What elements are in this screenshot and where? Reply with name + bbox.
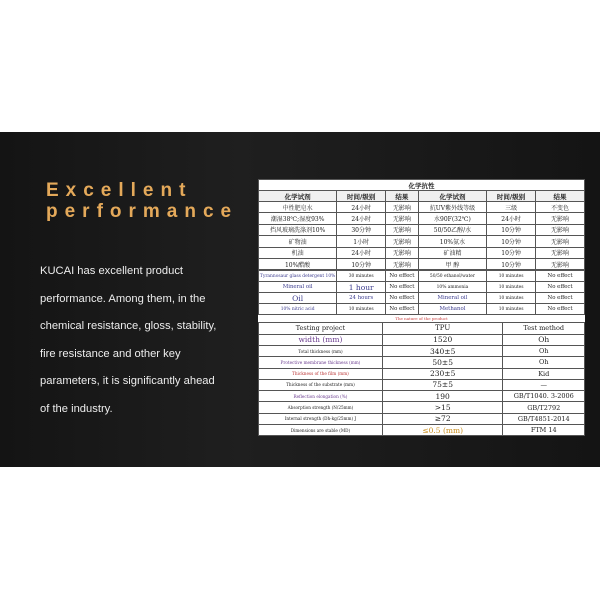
table-row <box>259 236 585 247</box>
table-cell: 无影响 <box>536 236 585 247</box>
column-header: 时间/级别 <box>487 191 536 202</box>
table-row <box>259 213 585 224</box>
table-row <box>259 368 585 379</box>
table-cell: 10%醋酸 <box>259 258 337 269</box>
table-cell: 甲 醇 <box>418 258 486 269</box>
table-cell: No effect <box>386 271 419 282</box>
table-cell: 无影响 <box>536 213 585 224</box>
table-cell: 50±5 <box>382 357 503 368</box>
table-title: 化学抗性 <box>259 180 585 191</box>
table-row <box>259 258 585 269</box>
table-cell: 24小时 <box>487 213 536 224</box>
table-row <box>259 334 585 345</box>
table-cell: 不变色 <box>536 202 585 213</box>
table-cell: 水90F(32℃) <box>418 213 486 224</box>
table-cell: 190 <box>382 391 503 402</box>
table-cell: 10分钟 <box>487 224 536 235</box>
table-cell: 340±5 <box>382 345 503 356</box>
column-header: 化学试剂 <box>418 191 486 202</box>
table-cell: 10分钟 <box>487 236 536 247</box>
table-cell: 无影响 <box>386 258 419 269</box>
table-cell: 30分钟 <box>337 224 386 235</box>
table-cell: 挡风玻璃洗涤剂10% <box>259 224 337 235</box>
table-cell: Internal strength (Dh-kg/25mm) J <box>259 413 383 424</box>
chemical-resistance-table <box>258 179 585 270</box>
table-cell: 10分钟 <box>337 258 386 269</box>
table-cell: 三级 <box>487 202 536 213</box>
description-line: fire resistance and other key <box>40 347 181 360</box>
table-cell: 10% nitric acid <box>259 304 337 315</box>
table-cell: Oh <box>503 334 585 345</box>
table-row <box>259 202 585 213</box>
table-cell: Absorption strength (N/25mm) <box>259 402 383 413</box>
section-heading <box>46 180 256 222</box>
table-cell: 24小时 <box>337 247 386 258</box>
column-header: Test method <box>503 323 585 334</box>
table-cell: Oh <box>503 357 585 368</box>
table-row <box>259 271 585 282</box>
table-cell: Methanol <box>418 304 486 315</box>
column-header: 时间/级别 <box>337 191 386 202</box>
table-cell: 1520 <box>382 334 503 345</box>
heading-line-1: Excellent <box>46 180 193 201</box>
table-cell: 30 minutes <box>337 271 386 282</box>
table-cell: 无影响 <box>386 236 419 247</box>
table-cell: 无影响 <box>386 202 419 213</box>
table-cell: 无影响 <box>536 247 585 258</box>
table-cell: Oh <box>503 345 585 356</box>
table-cell: No effect <box>536 282 585 293</box>
table-cell: 抗UV紫外线等级 <box>418 202 486 213</box>
table-cell: Protective membrane thickness (mm) <box>259 357 383 368</box>
table-row <box>259 391 585 402</box>
column-header: 化学试剂 <box>259 191 337 202</box>
table-cell: 10分钟 <box>487 258 536 269</box>
table-cell: No effect <box>386 304 419 315</box>
description-line: parameters, it is significantly ahead <box>40 375 215 387</box>
table-cell: No effect <box>536 304 585 315</box>
table-row <box>259 425 585 436</box>
table-cell: 24小时 <box>337 213 386 224</box>
table-cell: 中性肥皂水 <box>259 202 337 213</box>
table-cell: 50/50乙醇/水 <box>418 224 486 235</box>
column-header: Testing project <box>259 323 383 334</box>
table-row <box>259 379 585 390</box>
table-cell: 10 minutes <box>337 304 386 315</box>
description-line: performance. Among them, in the <box>40 292 206 305</box>
table-cell: Total thickness (mm) <box>259 345 383 356</box>
table-cell: 10 minutes <box>487 304 536 315</box>
table-row <box>259 402 585 413</box>
table-cell: 无影响 <box>386 247 419 258</box>
table-cell: — <box>503 379 585 390</box>
table-cell: Oil <box>259 293 337 304</box>
description-line: KUCAI has excellent product <box>40 265 184 277</box>
table-row <box>259 345 585 356</box>
english-resistance-table <box>258 270 585 315</box>
description-line: chemical resistance, gloss, stability, <box>40 320 217 332</box>
table-cell: 机油 <box>259 247 337 258</box>
column-header: 结果 <box>386 191 419 202</box>
table-header-row <box>259 323 585 334</box>
table-cell: 无影响 <box>386 224 419 235</box>
table-cell: 50/50 ethanol/water <box>418 271 486 282</box>
table-cell: >15 <box>382 402 503 413</box>
table-cell: ≤0.5 (mm) <box>382 425 503 436</box>
table-cell: Thickness of the substrate (mm) <box>259 379 383 390</box>
table-cell: 10% ammonia <box>418 282 486 293</box>
table-row <box>259 247 585 258</box>
table-cell: No effect <box>386 282 419 293</box>
table-cell: GB/T4851-2014 <box>503 413 585 424</box>
table-cell: FTM 14 <box>503 425 585 436</box>
table-cell: 24小时 <box>337 202 386 213</box>
product-properties-table <box>258 322 585 436</box>
table-cell: Kid <box>503 368 585 379</box>
table-cell: No effect <box>536 293 585 304</box>
table-cell: 10 minutes <box>487 282 536 293</box>
description-line: of the industry. <box>40 402 113 415</box>
heading-line-2: performance <box>46 201 239 222</box>
table-cell: Dimensions are stable (MD) <box>259 425 383 436</box>
table-cell: GB/T2792 <box>503 402 585 413</box>
table-cell: No effect <box>386 293 419 304</box>
table-cell: 潮湿38℃;湿度93% <box>259 213 337 224</box>
column-header: 结果 <box>536 191 585 202</box>
table-cell: 矿物油 <box>259 236 337 247</box>
properties-caption: The nature of the product <box>395 316 448 322</box>
column-header: TPU <box>382 323 503 334</box>
table-cell: 230±5 <box>382 368 503 379</box>
table-row <box>259 282 585 293</box>
table-cell: width (mm) <box>259 334 383 345</box>
table-cell: 10分钟 <box>487 247 536 258</box>
table-cell: No effect <box>536 271 585 282</box>
table-cell: ≥72 <box>382 413 503 424</box>
table-cell: 1小时 <box>337 236 386 247</box>
table-cell: Mineral oil <box>418 293 486 304</box>
table-cell: 10 minutes <box>487 271 536 282</box>
table-cell: Thickness of the film (mm) <box>259 368 383 379</box>
table-cell: GB/T1040. 3-2006 <box>503 391 585 402</box>
table-cell: 无影响 <box>386 213 419 224</box>
table-row <box>259 224 585 235</box>
table-cell: 24 hours <box>337 293 386 304</box>
description-text <box>40 258 255 423</box>
table-cell: Mineral oil <box>259 282 337 293</box>
table-row <box>259 304 585 315</box>
table-cell: Tyrannosaur glass detergent 10% <box>259 271 337 282</box>
table-cell: 矿油精 <box>418 247 486 258</box>
table-cell: 75±5 <box>382 379 503 390</box>
table-header-row <box>259 191 585 202</box>
slide-panel <box>0 132 600 467</box>
table-row <box>259 357 585 368</box>
table-cell: 无影响 <box>536 224 585 235</box>
performance-tables <box>258 179 585 436</box>
table-cell: 10 minutes <box>487 293 536 304</box>
table-cell: 无影响 <box>536 258 585 269</box>
table-cell: Reflection elongation (%) <box>259 391 383 402</box>
table-cell: 10%氨水 <box>418 236 486 247</box>
table-row <box>259 413 585 424</box>
table-row <box>259 293 585 304</box>
table-cell: 1 hour <box>337 282 386 293</box>
